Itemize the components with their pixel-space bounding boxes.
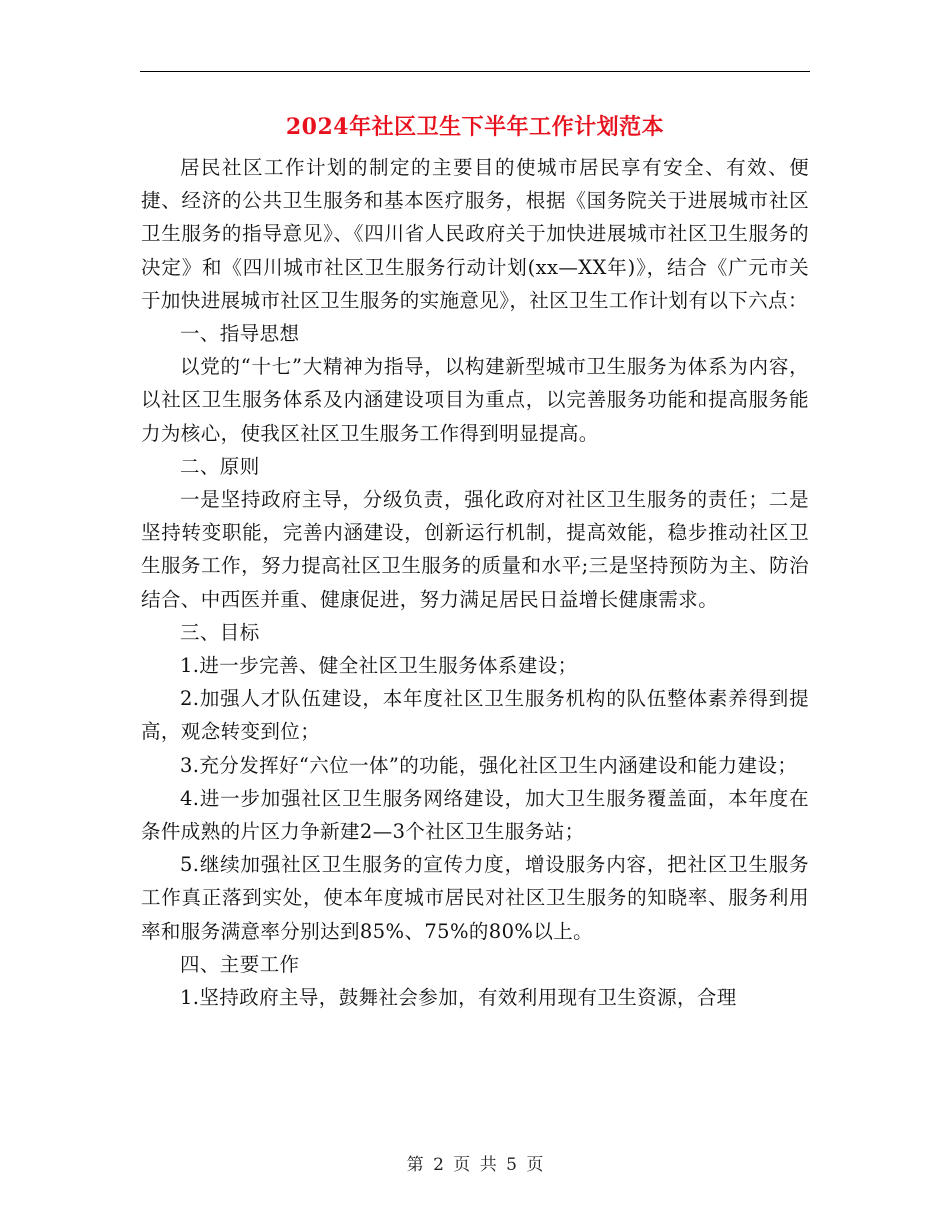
document-body	[141, 151, 809, 1014]
main-work-item: 1.坚持政府主导，鼓舞社会参加，有效利用现有卫生资源，合理	[180, 986, 737, 1010]
page-number-footer: 第 2 页 共 5 页	[406, 1155, 544, 1175]
goal-item: 3.充分发挥好“六位一体”的功能，强化社区卫生内涵建设和能力建设；	[180, 753, 798, 777]
document-title: 2024年社区卫生下半年工作计划范本	[285, 114, 665, 140]
section-heading-principles: 二、原则	[180, 454, 260, 478]
section-heading-main-work: 四、主要工作	[180, 952, 300, 976]
section-heading-guiding-thought: 一、指导思想	[180, 322, 300, 346]
goal-item: 2.加强人才队伍建设，本年度社区卫生服务机构的队伍整体素养得到提高，观念转变到位；	[141, 687, 809, 744]
intro-paragraph: 居民社区工作计划的制定的主要目的使城市居民享有安全、有效、便捷、经济的公共卫生服务和基本医疗服务，根据《国务院关于进展城市社区卫生服务的指导意见》、《四川省人民政府关于加快进展城市社区卫生服务的决定》和《四川城市社区卫生服务行动计划(xx—XX年)》，结合《广元市关于加快进展城市社区卫生服务的实施意见》，社区卫生工作计划有以下六点：	[141, 156, 809, 312]
header-rule	[140, 71, 810, 72]
section-heading-goals: 三、目标	[180, 620, 260, 644]
principles-paragraph: 一是坚持政府主导，分级负责，强化政府对社区卫生服务的责任；二是坚持转变职能，完善内涵建设，创新运行机制，提高效能，稳步推动社区卫生服务工作，努力提高社区卫生服务的质量和水平;三是坚持预防为主、防治结合、中西医并重、健康促进，努力满足居民日益增长健康需求。	[141, 488, 809, 611]
guiding-thought-paragraph: 以党的“十七”大精神为指导，以构建新型城市卫生服务为体系为内容，以社区卫生服务体系及内涵建设项目为重点，以完善服务功能和提高服务能力为核心，使我区社区卫生服务工作得到明显提高。	[141, 355, 809, 445]
goal-item: 5.继续加强社区卫生服务的宣传力度，增设服务内容，把社区卫生服务工作真正落到实处，使本年度城市居民对社区卫生服务的知晓率、服务利用率和服务满意率分别达到85%、75%的80%以上。	[141, 853, 809, 943]
goal-item: 4.进一步加强社区卫生服务网络建设，加大卫生服务覆盖面，本年度在条件成熟的片区力争新建2—3个社区卫生服务站；	[141, 786, 809, 844]
goal-item: 1.进一步完善、健全社区卫生服务体系建设；	[180, 654, 578, 678]
